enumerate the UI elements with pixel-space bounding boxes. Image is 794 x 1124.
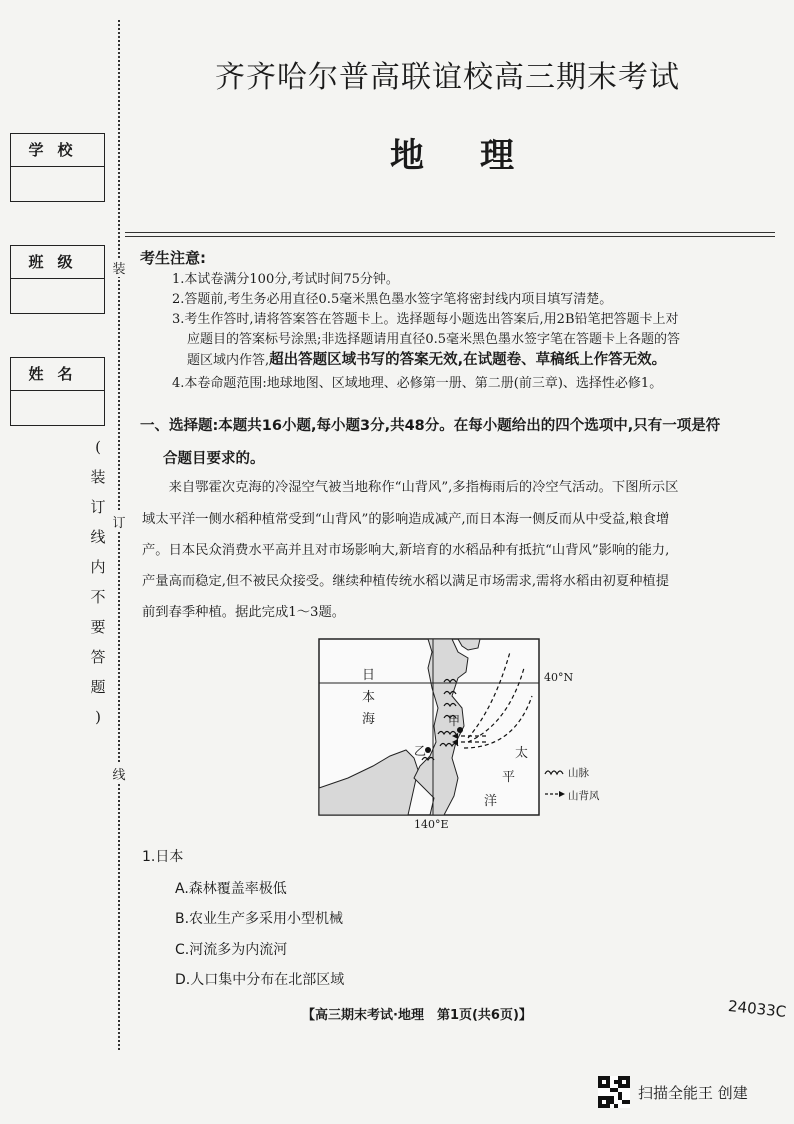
notice-item-3-cont: 应题目的答案标号涂黑;非选择题请用直径0.5毫米黑色墨水签字笔在答题卡上各题的答: [187, 332, 681, 347]
sea-label-hai: 海: [362, 712, 376, 727]
qr-code-icon: [598, 1076, 630, 1108]
passage-line-1: 来自鄂霍次克海的冷湿空气被当地称作“山背风”,多指梅雨后的冷空气活动。下图所示区: [142, 480, 679, 495]
ocean-label-yang: 洋: [484, 794, 498, 809]
point-jia-label: 甲: [448, 714, 461, 728]
japan-map: [318, 638, 540, 816]
warning-char: 不: [90, 588, 106, 606]
warning-char: 订: [90, 498, 106, 516]
warning-char: 内: [90, 558, 106, 576]
school-field[interactable]: [10, 133, 105, 202]
option-d[interactable]: D.人口集中分布在北部区域: [175, 972, 345, 988]
scanner-watermark: 扫描全能王 创建: [638, 1084, 748, 1102]
binding-mark-xian: 线: [111, 764, 127, 783]
sea-label-ri: 日: [362, 668, 376, 683]
notice-item-1: 1.本试卷满分100分,考试时间75分钟。: [172, 272, 399, 287]
binding-dotted-line: [118, 20, 120, 1050]
wind-legend-icon: [544, 790, 566, 798]
paper-code: 24033C: [727, 997, 787, 1021]
class-input[interactable]: [11, 279, 104, 313]
notice-item-2: 2.答题前,考生务必用直径0.5毫米黑色墨水签字笔将密封线内项目填写清楚。: [172, 292, 613, 307]
passage-line-5: 前到春季种植。据此完成1～3题。: [142, 605, 346, 620]
passage-line-2: 域太平洋一侧水稻种植常受到“山背风”的影响造成减产,而日本海一侧反而从中受益,粮食增: [142, 512, 670, 527]
warning-char: 装: [90, 468, 106, 486]
legend-mountain-label: 山脉: [568, 767, 589, 779]
section-heading-cont: 合题目要求的。: [163, 451, 265, 467]
notice-item-3-end: [187, 350, 666, 371]
warning-char: 要: [90, 618, 106, 636]
mountain-legend-icon: [544, 766, 566, 776]
notice-item-3-tail: 题区域内作答,: [187, 353, 270, 368]
option-b[interactable]: B.农业生产多采用小型机械: [175, 911, 344, 927]
binding-mark-zhuang: 装: [111, 258, 127, 277]
name-label: 姓名: [11, 358, 104, 391]
school-input[interactable]: [11, 167, 104, 201]
lat-label: 40°N: [544, 671, 574, 684]
notice-item-3: 3.考生作答时,请将答案答在答题卡上。选择题每小题选出答案后,用2B铅笔把答题卡上对: [172, 312, 679, 327]
ocean-label-tai: 太: [515, 746, 529, 761]
header-rule-thin: [125, 236, 775, 237]
question-1-stem: 1.日本: [142, 849, 184, 865]
option-a[interactable]: A.森林覆盖率极低: [175, 881, 287, 897]
notice-item-4: 4.本卷命题范围:地球地图、区域地理、必修第一册、第二册(前三章)、选择性必修1。: [172, 376, 663, 391]
passage-line-4: 产量高而稳定,但不被民众接受。继续种植传统水稻以满足市场需求,需将水稻由初夏种植提: [142, 574, 670, 589]
sea-label-ben: 本: [362, 690, 376, 705]
school-label: 学校: [11, 134, 104, 167]
option-c[interactable]: C.河流多为内流河: [175, 942, 288, 958]
point-yi-label: 乙: [414, 744, 427, 758]
section-heading: 一、选择题:本题共16小题,每小题3分,共48分。在每小题给出的四个选项中,只有一项是符: [140, 418, 721, 434]
warning-char: (: [95, 438, 101, 456]
subject-title: 地理: [390, 136, 570, 176]
binding-warning: [88, 432, 108, 732]
exam-title: 齐齐哈尔普高联谊校高三期末考试: [215, 60, 680, 95]
name-input[interactable]: [11, 391, 104, 425]
warning-char: 题: [90, 678, 106, 696]
warning-char: ): [95, 708, 101, 726]
warning-char: 线: [90, 528, 106, 546]
warning-char: 答: [90, 648, 106, 666]
lon-label: 140°E: [414, 818, 449, 831]
map-graphic: [318, 638, 540, 816]
class-label: 班级: [11, 246, 104, 279]
passage-line-3: 产。日本民众消费水平高并且对市场影响大,新培育的水稻品种有抵抗“山背风”影响的能力,: [142, 543, 670, 558]
notice-title: 考生注意:: [140, 249, 206, 267]
header-rule: [125, 232, 775, 233]
binding-mark-ding: 订: [111, 512, 127, 531]
notice-emphasis: 超出答题区域书写的答案无效,在试题卷、草稿纸上作答无效。: [269, 352, 667, 368]
class-field[interactable]: [10, 245, 105, 314]
name-field[interactable]: [10, 357, 105, 426]
page-footer: 【高三期末考试·地理 第1页(共6页)】: [302, 1008, 532, 1023]
legend-wind-label: 山背风: [568, 790, 600, 802]
ocean-label-ping: 平: [502, 770, 516, 785]
